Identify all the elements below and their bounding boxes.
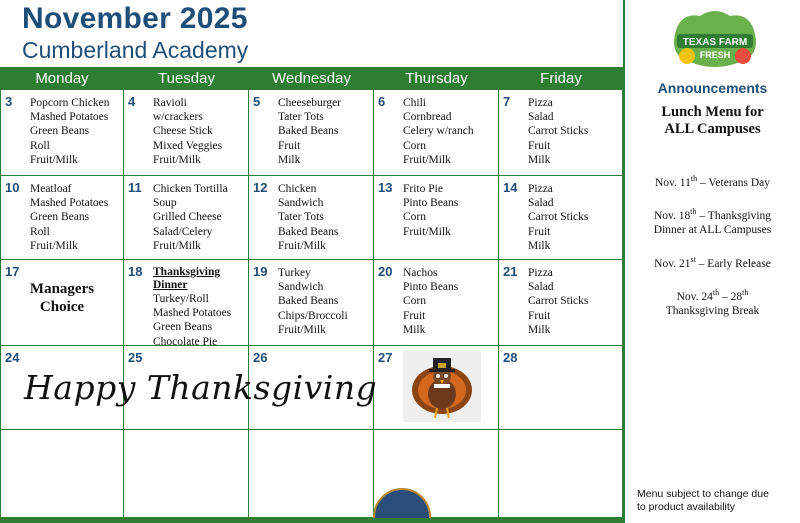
weekday-monday: Monday	[35, 70, 89, 87]
day-number: 27	[378, 350, 393, 365]
menu-item: Milk	[528, 323, 551, 336]
menu-item: Pinto Beans	[403, 197, 459, 210]
special-menu-label: Managers Choice	[29, 281, 95, 315]
menu-item: Cheeseburger	[278, 97, 342, 109]
day-number: 12	[253, 180, 268, 195]
weekday-header	[0, 67, 623, 90]
calendar-day-cell	[0, 176, 124, 260]
calendar-day-cell	[124, 176, 249, 260]
menu-item: Tater Tots	[278, 111, 324, 124]
menu-item: Mashed Potatoes	[153, 307, 232, 320]
day-number: 13	[378, 180, 393, 195]
weekday-tuesday: Tuesday	[158, 70, 215, 87]
announcements-sidebar	[623, 0, 800, 523]
menu-item: Nachos	[403, 267, 438, 279]
menu-items	[403, 266, 495, 337]
menu-item: Fruit/Milk	[30, 153, 78, 166]
menu-item: Fruit	[528, 225, 551, 238]
menu-items	[30, 182, 120, 253]
day-number: 10	[5, 180, 20, 195]
day-number: 7	[503, 94, 511, 109]
lunch-menu-heading: Lunch Menu for ALL Campuses	[661, 104, 764, 137]
school-name: Cumberland Academy	[22, 37, 249, 63]
menu-item: Turkey/Roll	[153, 293, 209, 305]
calendar-day-cell	[124, 90, 249, 176]
menu-items	[30, 96, 120, 167]
day-number: 19	[253, 264, 268, 279]
menu-item: Sandwich	[278, 197, 324, 210]
menu-disclaimer: Menu subject to change due to product availability	[637, 488, 769, 513]
menu-item: Cheese Stick	[153, 125, 213, 138]
menu-item: Fruit/Milk	[153, 239, 201, 252]
menu-item: Fruit	[528, 309, 551, 322]
day-number: 17	[5, 264, 20, 279]
menu-item: Chicken Tortilla	[153, 183, 228, 195]
day-number: 26	[253, 350, 268, 365]
menu-item: Tater Tots	[278, 211, 324, 224]
announcement-thanksgiving-break: Nov. 24th – 28th Thanksgiving Break	[665, 288, 760, 317]
menu-item: Roll	[30, 225, 50, 238]
calendar-day-cell	[499, 260, 623, 346]
texas-farm-fresh-logo	[665, 4, 765, 74]
menu-item: Salad/Celery	[153, 225, 213, 238]
menu-items	[278, 96, 370, 167]
menu-item: Grilled Cheese	[153, 211, 222, 224]
menu-item: Salad	[528, 197, 554, 210]
menu-item: Corn	[403, 295, 426, 308]
announcement-early-release: Nov. 21st – Early Release	[654, 255, 771, 270]
holiday-banner: Happy Thanksgiving	[24, 368, 378, 407]
day-number: 14	[503, 180, 518, 195]
day-number: 20	[378, 264, 393, 279]
menu-item: Corn	[403, 139, 426, 152]
menu-item: Green Beans	[153, 321, 213, 334]
calendar-grid	[0, 90, 623, 518]
menu-item: Mashed Potatoes	[30, 197, 109, 210]
announcement-veterans-day: Nov. 11th – Veterans Day	[654, 174, 771, 189]
page-title: November 2025	[22, 2, 248, 35]
menu-item: Pizza	[528, 97, 553, 109]
menu-items	[278, 182, 370, 253]
weekday-wednesday: Wednesday	[272, 70, 351, 87]
weekday-thursday: Thursday	[405, 70, 468, 87]
menu-items	[528, 96, 619, 167]
calendar-day-cell	[0, 260, 124, 346]
calendar-day-cell	[249, 260, 374, 346]
menu-item: Turkey	[278, 267, 311, 279]
menu-item: Baked Beans	[278, 125, 339, 138]
menu-item: Fruit/Milk	[153, 153, 201, 166]
menu-item: Salad	[528, 111, 554, 124]
day-number: 11	[128, 180, 142, 195]
menu-item: Baked Beans	[278, 295, 339, 308]
menu-item: Green Beans	[30, 125, 90, 138]
calendar-day-cell	[374, 90, 499, 176]
svg-text:TEXAS FARM: TEXAS FARM	[682, 37, 748, 48]
menu-items	[528, 266, 619, 337]
day-number: 28	[503, 350, 518, 365]
menu-item: Fruit/Milk	[403, 225, 451, 238]
calendar-day-cell	[374, 260, 499, 346]
calendar-day-cell	[249, 90, 374, 176]
menu-item: Popcorn Chicken	[30, 97, 110, 109]
menu-item: Salad	[528, 281, 554, 294]
menu-item: Fruit/Milk	[30, 239, 78, 252]
weekday-friday: Friday	[540, 70, 582, 87]
calendar-day-cell	[0, 430, 124, 518]
menu-item: Fruit/Milk	[403, 153, 451, 166]
menu-item: Celery w/ranch	[403, 125, 474, 138]
menu-items	[278, 266, 370, 337]
calendar-day-cell	[374, 176, 499, 260]
menu-heading: Thanksgiving Dinner	[153, 266, 221, 291]
menu-item: Fruit/Milk	[278, 323, 326, 336]
menu-item: Roll	[30, 139, 50, 152]
menu-item: Milk	[403, 323, 426, 336]
menu-items	[153, 96, 245, 167]
menu-item: Ravioli	[153, 97, 187, 109]
calendar-day-cell	[499, 90, 623, 176]
day-number: 18	[128, 264, 143, 279]
menu-item: Pinto Beans	[403, 281, 459, 294]
day-number: 25	[128, 350, 143, 365]
day-number: 24	[5, 350, 20, 365]
announcements-title: Announcements	[657, 80, 768, 96]
menu-items	[403, 182, 495, 239]
menu-items	[153, 182, 245, 253]
calendar-day-cell	[499, 346, 623, 430]
announcement-thanksgiving-dinner: Nov. 18th – Thanksgiving Dinner at ALL Campuses	[653, 207, 772, 236]
bottom-bar	[0, 518, 623, 523]
menu-item: Carrot Sticks	[528, 125, 589, 138]
menu-item: Frito Pie	[403, 183, 443, 195]
day-number: 4	[128, 94, 136, 109]
menu-item: Chips/Broccoli	[278, 309, 348, 322]
menu-item: Pizza	[528, 267, 553, 279]
menu-items	[403, 96, 495, 167]
day-number: 3	[5, 94, 13, 109]
menu-item: Green Beans	[30, 211, 90, 224]
menu-item: Soup	[153, 197, 177, 210]
menu-item: Pizza	[528, 183, 553, 195]
calendar-day-cell	[499, 430, 623, 518]
day-number: 21	[503, 264, 518, 279]
menu-item: Chicken	[278, 183, 317, 195]
menu-item: Chili	[403, 97, 427, 109]
menu-items	[528, 182, 619, 253]
menu-item: Carrot Sticks	[528, 211, 589, 224]
menu-items	[153, 266, 245, 349]
menu-item: Baked Beans	[278, 225, 339, 238]
calendar-day-cell	[249, 430, 374, 518]
day-number: 6	[378, 94, 386, 109]
calendar-day-cell	[249, 176, 374, 260]
menu-item: Milk	[528, 153, 551, 166]
menu-item: Corn	[403, 211, 426, 224]
menu-item: Fruit	[278, 139, 301, 152]
svg-text:FRESH: FRESH	[699, 50, 731, 60]
day-number: 5	[253, 94, 261, 109]
menu-item: w/crackers	[153, 111, 203, 124]
calendar-day-cell	[124, 260, 249, 346]
menu-item: Milk	[528, 239, 551, 252]
menu-item: Sandwich	[278, 281, 324, 294]
menu-item: Meatloaf	[30, 183, 72, 195]
turkey-pilgrim-image	[403, 350, 481, 422]
menu-item: Carrot Sticks	[528, 295, 589, 308]
menu-item: Milk	[278, 153, 301, 166]
menu-item: Fruit	[528, 139, 551, 152]
menu-item: Mashed Potatoes	[30, 111, 109, 124]
menu-item: Mixed Veggies	[153, 139, 223, 152]
menu-item: Fruit	[403, 309, 426, 322]
menu-item: Cornbread	[403, 111, 452, 124]
menu-item: Chocolate Pie	[153, 335, 218, 348]
menu-item: Fruit/Milk	[278, 239, 326, 252]
calendar-day-cell	[124, 430, 249, 518]
calendar-day-cell	[0, 90, 124, 176]
calendar-day-cell	[499, 176, 623, 260]
